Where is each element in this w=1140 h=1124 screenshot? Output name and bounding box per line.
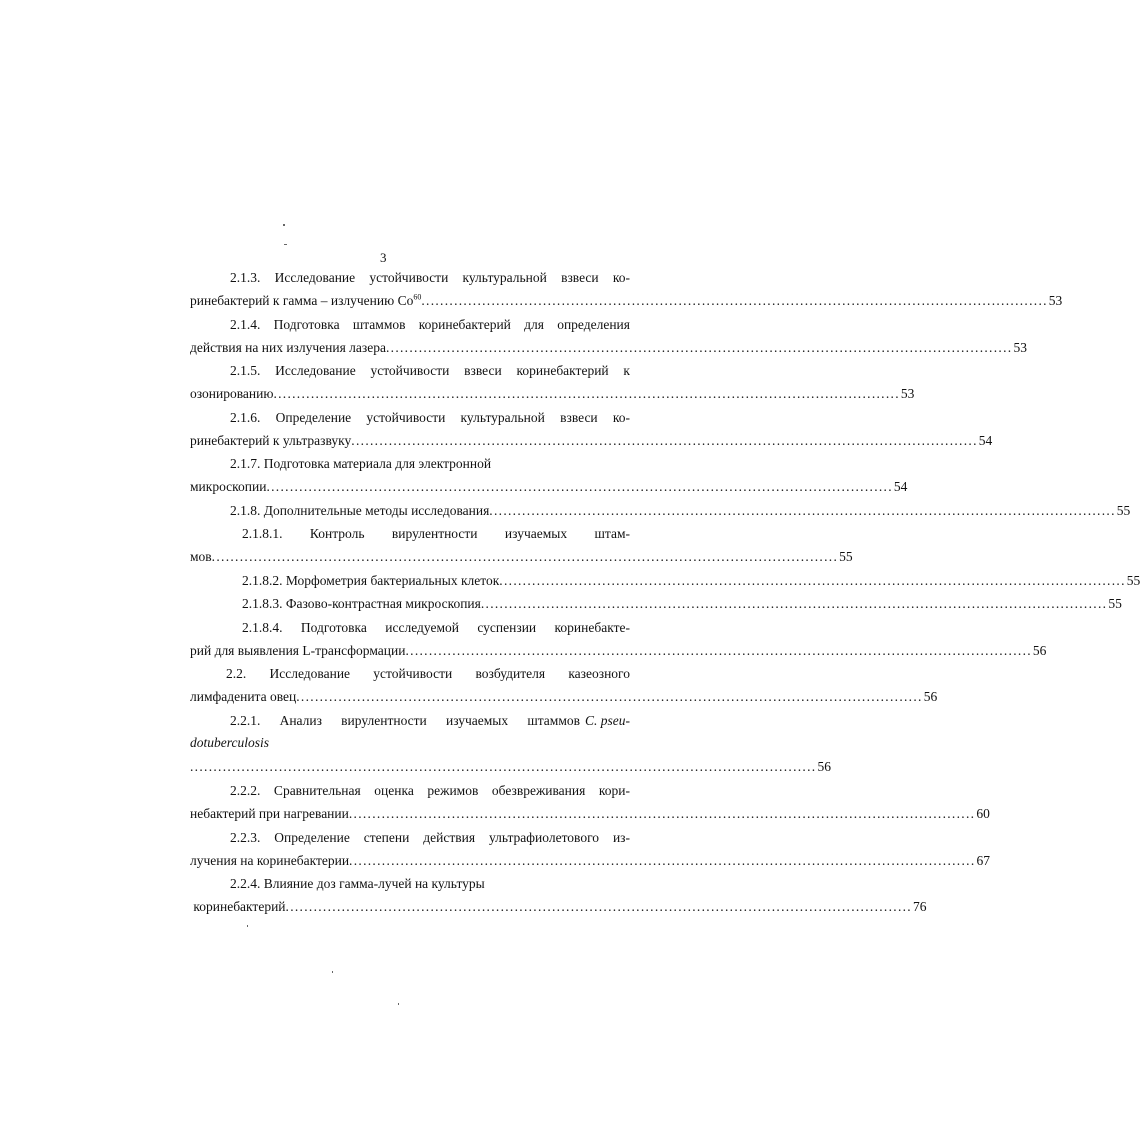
dot-leader: ...................................................................................................................................... bbox=[385, 340, 1013, 355]
toc-entry-2-1-7-line2 bbox=[190, 479, 908, 499]
page-number: 3 bbox=[380, 250, 387, 265]
toc-page: 56 bbox=[1032, 643, 1047, 658]
toc-page: 53 bbox=[900, 386, 915, 401]
toc-entry-2-2-3-line2 bbox=[190, 853, 990, 873]
toc-entry-2-1-4-title: действия на них излучения лазера bbox=[190, 340, 386, 355]
toc-entry-2-1-6-line2 bbox=[190, 433, 993, 453]
toc-entry-2-1-3-title: ринебактерий к гамма – излучению Co bbox=[190, 293, 414, 308]
dot-leader: ...................................................................................................................................... bbox=[211, 549, 839, 564]
dot-leader: ...................................................................................................................................... bbox=[421, 293, 1048, 308]
toc-entry-2-1-8-2 bbox=[242, 573, 1140, 593]
toc-entry-2-1-8-1-line1: 2.1.8.1. Контроль вирулентности изучаемых штам- bbox=[242, 526, 630, 541]
toc-entry-2-1-4-line1: 2.1.4. Подготовка штаммов коринебактерий для определения bbox=[230, 317, 630, 332]
toc-page: 76 bbox=[912, 899, 927, 914]
toc-entry-2-2-1-line2 bbox=[190, 735, 630, 755]
toc-entry-2-2-1-line1 bbox=[230, 713, 630, 733]
toc-entry-2-2-3-title: лучения на коринебактерии bbox=[190, 853, 350, 868]
scan-speck bbox=[247, 925, 248, 927]
toc-page: 60 bbox=[976, 806, 990, 821]
toc-entry-2-1-8-4-line1: 2.1.8.4. Подготовка исследуемой суспензии коринебакте- bbox=[242, 620, 630, 635]
dot-leader: ...................................................................................................................................... bbox=[349, 853, 976, 868]
toc-page: 55 bbox=[839, 549, 853, 564]
dot-leader: ...................................................................................................................................... bbox=[285, 899, 912, 914]
toc-entry-2-2-4-line1: 2.2.4. Влияние доз гамма-лучей на культуры bbox=[230, 876, 485, 891]
toc-entry-2-1-8-title: 2.1.8. Дополнительные методы исследования bbox=[230, 503, 490, 518]
toc-entry-2-2-4-line2 bbox=[190, 899, 927, 919]
toc-entry-2-1-6-title: ринебактерий к ультразвуку bbox=[190, 433, 352, 448]
toc-entry-2-2-2-line1: 2.2.2. Сравнительная оценка режимов обезвреживания кори- bbox=[230, 783, 630, 798]
species-name-continued: dotuberculosis bbox=[190, 735, 269, 750]
toc-entry-2-1-8-1-line2 bbox=[190, 549, 853, 569]
toc-entry-2-2-2-title: небактерий при нагревании bbox=[190, 806, 349, 821]
toc-entry-2-1-6-line1: 2.1.6. Определение устойчивости культуральной взвеси ко- bbox=[230, 410, 630, 425]
toc-entry-2-1-8-4-title: рий для выявления L-трансформации bbox=[190, 643, 406, 658]
dot-leader: ...................................................................................................................................... bbox=[190, 759, 817, 774]
dot-leader: ...................................................................................................................................... bbox=[351, 433, 978, 448]
species-name-italic: C. pseu- bbox=[585, 713, 630, 728]
dot-leader: ...................................................................................................................................... bbox=[489, 503, 1116, 518]
toc-entry-2-1-7-title: микроскопии bbox=[190, 479, 267, 494]
dot-leader: ...................................................................................................................................... bbox=[266, 479, 893, 494]
dot-leader: ...................................................................................................................................... bbox=[499, 573, 1126, 588]
toc-page: 53 bbox=[1048, 293, 1063, 308]
toc-page: 54 bbox=[893, 479, 908, 494]
scan-speck bbox=[284, 244, 287, 245]
dot-leader: ...................................................................................................................................... bbox=[296, 689, 923, 704]
toc-entry-2-1-5-line2 bbox=[190, 386, 915, 406]
toc-entry-2-1-5-line1: 2.1.5. Исследование устойчивости взвеси коринебактерий к bbox=[230, 363, 630, 378]
toc-entry-2-2-line2 bbox=[190, 689, 938, 709]
dot-leader: ...................................................................................................................................... bbox=[348, 806, 976, 821]
toc-entry-2-2-4-title: коринебактерий bbox=[190, 899, 286, 914]
toc-page: 55 bbox=[1108, 596, 1122, 611]
toc-page: 55 bbox=[1126, 573, 1140, 588]
toc-entry-2-1-3-line2 bbox=[190, 292, 1063, 313]
scan-speck bbox=[332, 971, 333, 973]
toc-entry-2-1-8-3 bbox=[242, 596, 1122, 616]
toc-entry-2-2-1-line3 bbox=[190, 759, 831, 779]
toc-page: 67 bbox=[976, 853, 990, 868]
toc-entry-2-1-8-1-title: мов bbox=[190, 549, 212, 564]
toc-entry-2-1-7-line1: 2.1.7. Подготовка материала для электронной bbox=[230, 456, 492, 471]
toc-entry-2-2-1-title: 2.2.1. Анализ вирулентности изучаемых штаммов bbox=[230, 713, 580, 728]
toc-entry-2-2-title: лимфаденита овец bbox=[190, 689, 297, 704]
toc-entry-2-1-8-4-line2 bbox=[190, 643, 1047, 663]
dot-leader: ...................................................................................................................................... bbox=[480, 596, 1108, 611]
toc-entry-2-2-line1: 2.2. Исследование устойчивости возбудителя казеозного bbox=[226, 666, 630, 681]
toc-entry-2-2-2-line2 bbox=[190, 806, 990, 826]
toc-entry-2-2-3-line1: 2.2.3. Определение степени действия ультрафиолетового из- bbox=[230, 830, 630, 845]
scan-speck bbox=[398, 1003, 399, 1005]
toc-entry-2-1-8-2-title: 2.1.8.2. Морфометрия бактериальных клеток bbox=[242, 573, 500, 588]
toc-entry-2-1-8-3-title: 2.1.8.3. Фазово-контрастная микроскопия bbox=[242, 596, 481, 611]
dot-leader: ...................................................................................................................................... bbox=[405, 643, 1032, 658]
toc-page: 56 bbox=[923, 689, 938, 704]
toc-page: 54 bbox=[978, 433, 993, 448]
dot-leader: ...................................................................................................................................... bbox=[273, 386, 900, 401]
scan-speck bbox=[283, 224, 285, 226]
toc-page: 55 bbox=[1116, 503, 1131, 518]
toc-entry-2-1-3-line1: 2.1.3. Исследование устойчивости культуральной взвеси ко- bbox=[230, 270, 630, 285]
superscript-60: 60 bbox=[413, 292, 422, 302]
toc-entry-2-1-5-title: озонированию bbox=[190, 386, 274, 401]
toc-entry-2-1-8 bbox=[230, 503, 1131, 523]
toc-entry-2-1-4-line2 bbox=[190, 340, 1027, 360]
toc-page: 53 bbox=[1013, 340, 1027, 355]
toc-page: 56 bbox=[817, 759, 831, 774]
